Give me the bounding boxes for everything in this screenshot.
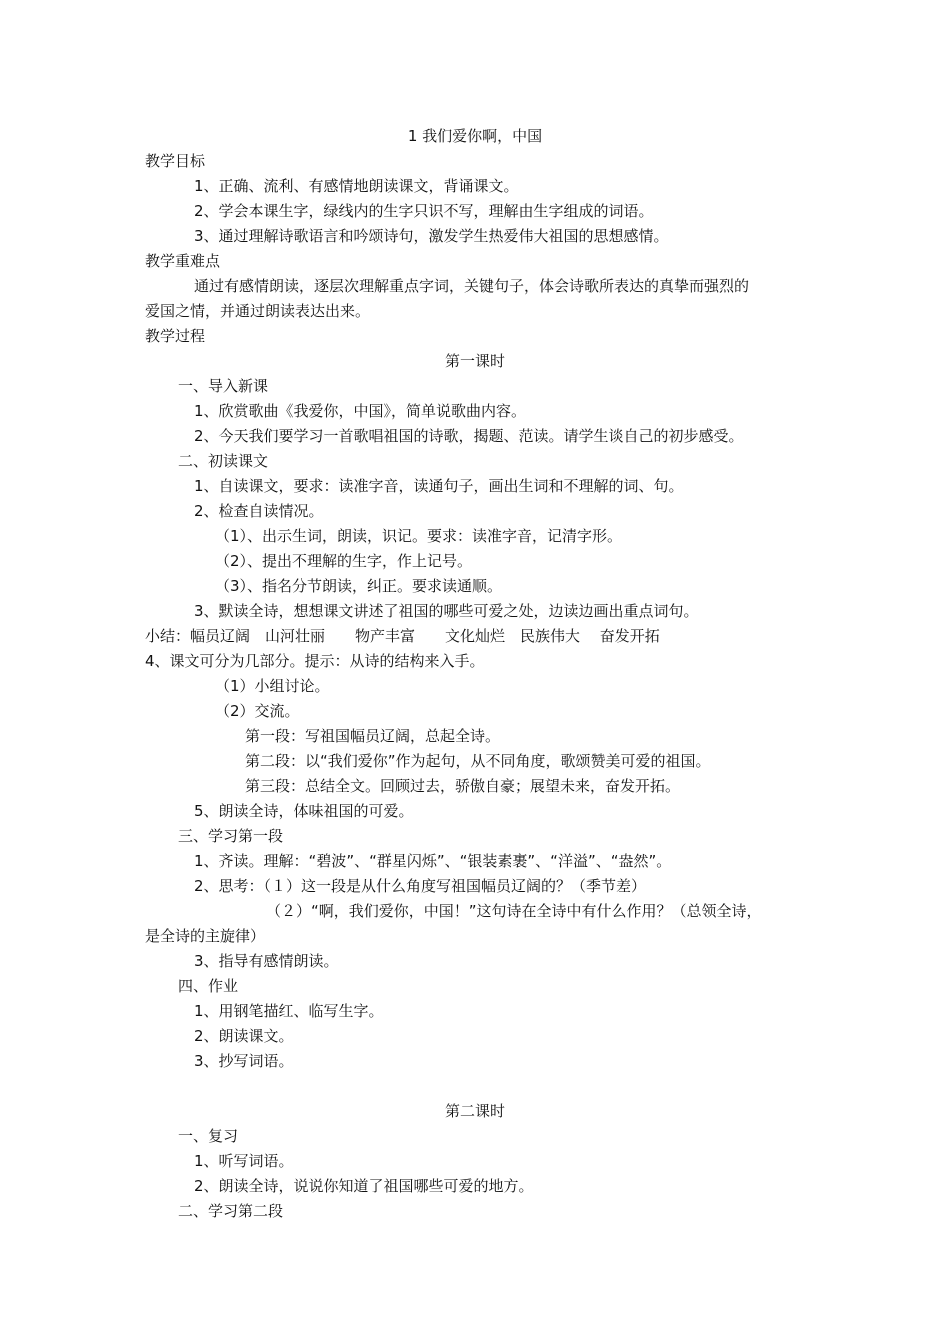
- list-item: 5、朗读全诗，体味祖国的可爱。: [194, 802, 414, 820]
- list-item: 3、抄写词语。: [194, 1052, 294, 1070]
- section-heading-process: 教学过程: [145, 327, 206, 345]
- objective-2: 2、学会本课生字，绿线内的生字只识不写，理解由生字组成的词语。: [194, 202, 654, 220]
- list-item: 1、用钢笔描红、临写生字。: [194, 1002, 384, 1020]
- sub-item: （2）、提出不理解的生字，作上记号。: [215, 552, 473, 570]
- part-heading-study-second: 二、学习第二段: [178, 1202, 284, 1220]
- part-heading-homework: 四、作业: [178, 977, 239, 995]
- key-points-line-2: 爱国之情，并通过朗读表达出来。: [145, 302, 371, 320]
- sub-item: （2）交流。: [215, 702, 300, 720]
- list-item: 4、课文可分为几部分。提示：从诗的结构来入手。: [145, 652, 485, 670]
- question-line: （２）“啊，我们爱你，中国！”这句诗在全诗中有什么作用？（总领全诗，: [266, 902, 762, 920]
- key-points-line-1: 通过有感情朗读，逐层次理解重点字词，关键句子，体会诗歌所表达的真挚而强烈的: [194, 277, 750, 295]
- list-item: 3、默读全诗，想想课文讲述了祖国的哪些可爱之处，边读边画出重点词句。: [194, 602, 699, 620]
- objective-1: 1、正确、流利、有感情地朗读课文，背诵课文。: [194, 177, 519, 195]
- part-heading-first-reading: 二、初读课文: [178, 452, 269, 470]
- lesson-2-heading: 第二课时: [444, 1102, 505, 1120]
- list-item: 1、听写词语。: [194, 1152, 294, 1170]
- question-line-cont: 是全诗的主旋律）: [145, 927, 266, 945]
- part-heading-intro: 一、导入新课: [178, 377, 269, 395]
- section-heading-objectives: 教学目标: [145, 152, 206, 170]
- list-item: 1、欣赏歌曲《我爱你，中国》，简单说歌曲内容。: [194, 402, 527, 420]
- paragraph-summary: 第二段：以“我们爱你”作为起句，从不同角度，歌颂赞美可爱的祖国。: [245, 752, 711, 770]
- list-item: 2、思考：（１）这一段是从什么角度写祖国幅员辽阔的？（季节差）: [194, 877, 647, 895]
- sub-item: （1）小组讨论。: [215, 677, 330, 695]
- part-heading-study-first: 三、学习第一段: [178, 827, 284, 845]
- sub-item: （1）、出示生词，朗读，识记。要求：读准字音，记清字形。: [215, 527, 623, 545]
- doc-title: 1 我们爱你啊，中国: [407, 127, 543, 145]
- paragraph-summary: 第三段：总结全文。回顾过去，骄傲自豪；展望未来，奋发开拓。: [245, 777, 681, 795]
- list-item: 2、检查自读情况。: [194, 502, 324, 520]
- list-item: 3、指导有感情朗读。: [194, 952, 339, 970]
- list-item: 2、今天我们要学习一首歌唱祖国的诗歌，揭题、范读。请学生谈自己的初步感受。: [194, 427, 744, 445]
- part-heading-review: 一、复习: [178, 1127, 239, 1145]
- sub-item: （3）、指名分节朗读，纠正。要求读通顺。: [215, 577, 503, 595]
- list-item: 2、朗读课文。: [194, 1027, 294, 1045]
- objective-3: 3、通过理解诗歌语言和吟颂诗句，激发学生热爱伟大祖国的思想感情。: [194, 227, 669, 245]
- paragraph-summary: 第一段：写祖国幅员辽阔，总起全诗。: [245, 727, 501, 745]
- summary-line: 小结：幅员辽阔 山河壮丽 物产丰富 文化灿烂 民族伟大 奋发开拓: [145, 627, 660, 645]
- list-item: 2、朗读全诗，说说你知道了祖国哪些可爱的地方。: [194, 1177, 534, 1195]
- lesson-1-heading: 第一课时: [444, 352, 505, 370]
- list-item: 1、自读课文，要求：读准字音，读通句子，画出生词和不理解的词、句。: [194, 477, 684, 495]
- section-heading-key-points: 教学重难点: [145, 252, 221, 270]
- list-item: 1、齐读。理解：“碧波”、“群星闪烁”、“银装素裹”、“洋溢”、“盎然”。: [194, 852, 672, 870]
